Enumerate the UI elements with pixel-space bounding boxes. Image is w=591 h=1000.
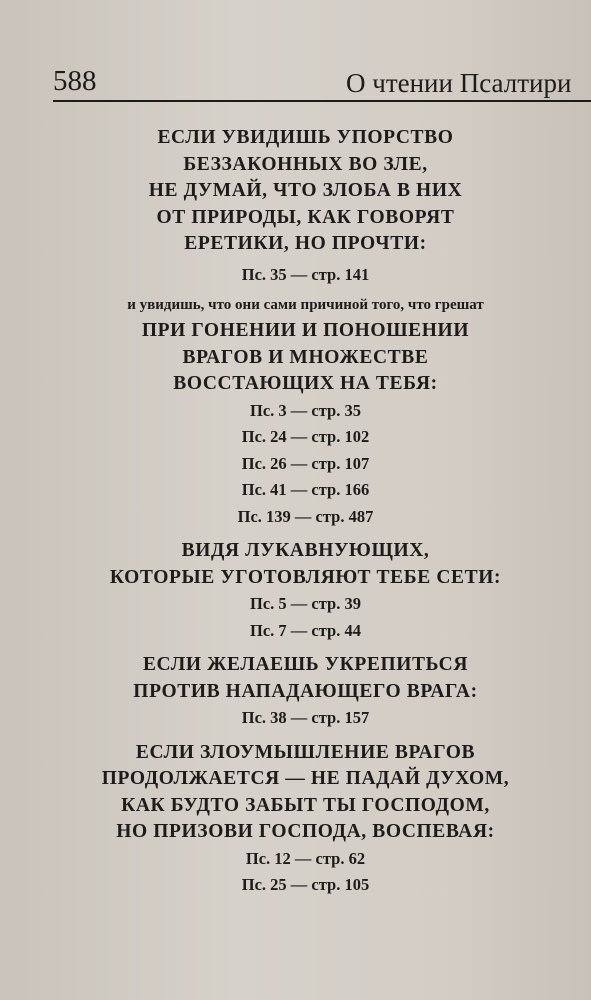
psalm-reference: Пс. 3 — стр. 35 (250, 400, 361, 420)
psalm-reference: Пс. 7 — стр. 44 (250, 620, 361, 640)
section-heading-line: БЕЗЗАКОННЫХ ВО ЗЛЕ, (183, 153, 428, 175)
psalm-reference: Пс. 41 — стр. 166 (241, 480, 370, 499)
psalm-index-content (53, 125, 558, 899)
header-rule (53, 100, 591, 102)
psalm-reference: Пс. 38 — стр. 157 (241, 708, 370, 727)
section-heading-line: ЕСЛИ УВИДИШЬ УПОРСТВО (157, 127, 454, 148)
section-heading-line: НО ПРИЗОВИ ГОСПОДА, ВОСПЕВАЯ: (116, 821, 495, 842)
section-heading-line: ЕРЕТИКИ, НО ПРОЧТИ: (184, 233, 427, 254)
psalm-reference: Пс. 12 — стр. 62 (245, 848, 366, 868)
section-heading-line: ВРАГОВ И МНОЖЕСТВЕ (182, 346, 429, 368)
section-heretics (53, 125, 558, 288)
section-persecution (53, 318, 558, 530)
section-strength (53, 652, 558, 732)
section-heading-line: ПРОДОЛЖАЕТСЯ — НЕ ПАДАЙ ДУХОМ, (101, 768, 510, 789)
page-number: 588 (53, 65, 97, 97)
section-heading-line: ПРИ ГОНЕНИИ И ПОНОШЕНИИ (141, 320, 470, 341)
section-heading-line: ВИДЯ ЛУКАВНУЮЩИХ, (181, 540, 430, 561)
section-note: и увидишь, что они сами причиной того, что грешат (127, 297, 484, 313)
section-heading-line: КОТОРЫЕ УГОТОВЛЯЮТ ТЕБЕ СЕТИ: (109, 566, 502, 588)
section-heading-line: ЕСЛИ ЗЛОУМЫШЛЕНИЕ ВРАГОВ (135, 741, 476, 763)
psalm-reference: Пс. 139 — стр. 487 (237, 506, 374, 526)
section-snares (53, 538, 558, 644)
section-heading-line: ВОССТАЮЩИХ НА ТЕБЯ: (173, 373, 438, 394)
section-heading-line: ПРОТИВ НАПАДАЮЩЕГО ВРАГА: (133, 680, 478, 702)
section-call-to-god (53, 740, 558, 899)
section-heading-line: НЕ ДУМАЙ, ЧТО ЗЛОБА В НИХ (148, 180, 463, 201)
section-heading-line: ЕСЛИ ЖЕЛАЕШЬ УКРЕПИТЬСЯ (142, 654, 469, 675)
psalm-reference: Пс. 25 — стр. 105 (241, 875, 370, 894)
section-heading-line: КАК БУДТО ЗАБЫТ ТЫ ГОСПОДОМ, (121, 794, 490, 816)
running-title: О чтении Псалтири (346, 68, 572, 98)
psalm-reference: Пс. 35 — стр. 141 (241, 264, 370, 284)
psalm-reference: Пс. 5 — стр. 39 (250, 594, 361, 613)
psalm-reference: Пс. 26 — стр. 107 (241, 453, 370, 473)
section-heading-line: ОТ ПРИРОДЫ, КАК ГОВОРЯТ (156, 206, 455, 228)
page-header (53, 64, 591, 104)
psalm-reference: Пс. 24 — стр. 102 (241, 427, 370, 446)
